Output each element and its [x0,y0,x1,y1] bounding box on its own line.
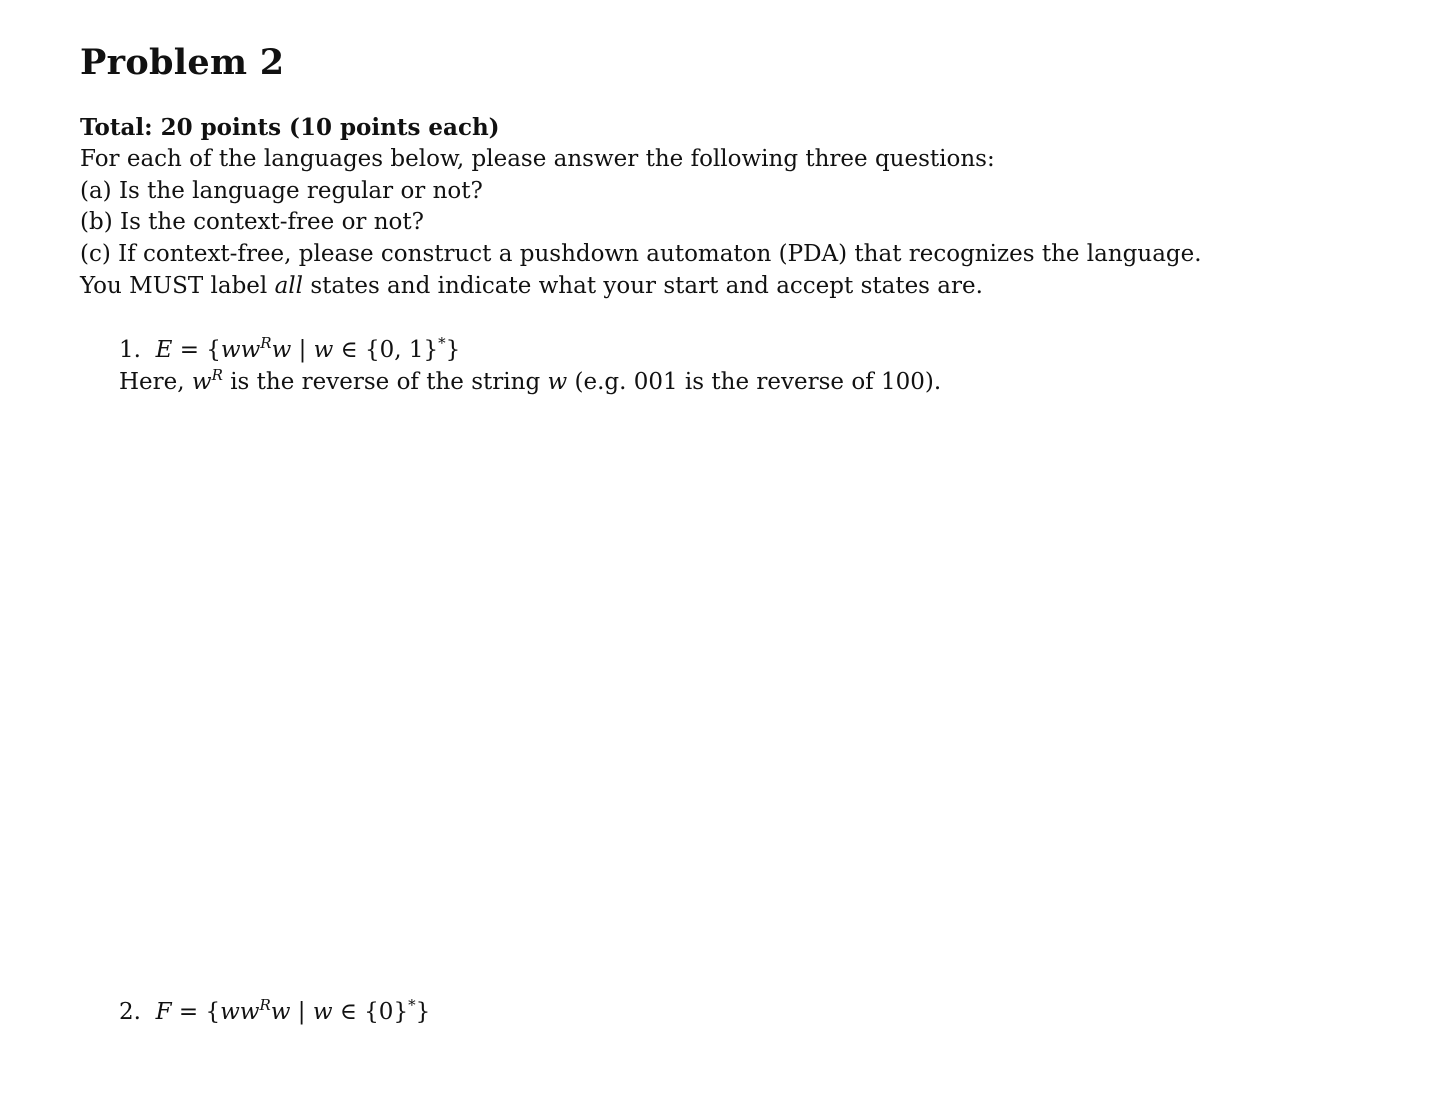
alphabet-set: {0, 1} [365,337,439,363]
alphabet-set: {0} [364,999,409,1025]
w-symbol: w [271,337,292,363]
item-number: 1. [119,337,141,363]
question-b: (b) Is the context-free or not? [80,209,424,235]
w-symbol: w [240,337,261,363]
w-symbol: w [220,337,241,363]
language-name: E [155,337,173,363]
instruction-emphasis: all [274,273,304,299]
set-open-brace: { [206,337,221,363]
reverse-superscript: R [211,366,223,384]
w-symbol: w [547,369,568,395]
set-open-brace: { [205,999,221,1025]
instruction-after: states and indicate what your start and accept states are. [303,273,983,299]
such-that-bar: | [297,999,306,1025]
w-symbol: w [191,369,212,395]
equals-sign: = [179,337,199,363]
w-symbol: w [270,999,291,1025]
note-before: Here, [119,369,192,395]
element-of-sign: ∈ [340,337,358,363]
w-symbol: w [313,337,334,363]
note-after: (e.g. 001 is the reverse of 100). [567,369,942,395]
instruction-before: You MUST label [80,273,275,299]
element-of-sign: ∈ [339,999,357,1025]
problem-heading: Problem 2 [80,42,285,83]
language-name: F [155,999,172,1025]
question-a: (a) Is the language regular or not? [80,178,483,204]
such-that-bar: | [298,337,307,363]
set-close-brace: } [445,337,461,363]
w-symbol: w [239,999,260,1025]
w-symbol: w [312,999,333,1025]
kleene-star: * [438,334,446,352]
w-symbol: w [220,999,240,1025]
language-item-1 [119,334,461,363]
instruction-text [80,275,983,298]
reverse-superscript: R [259,996,271,1014]
language-item-2 [119,996,431,1025]
reverse-note [119,366,942,395]
reverse-superscript: R [260,334,272,352]
item-number: 2. [119,999,141,1025]
set-close-brace: } [415,999,431,1025]
note-middle: is the reverse of the string [222,369,548,395]
equals-sign: = [178,999,199,1025]
question-c: (c) If context-free, please construct a pushdown automaton (PDA) that recognizes the language. [80,241,1202,267]
intro-text: For each of the languages below, please answer the following three questions: [80,146,995,172]
kleene-star: * [408,996,416,1014]
total-points: Total: 20 points (10 points each) [80,114,500,141]
